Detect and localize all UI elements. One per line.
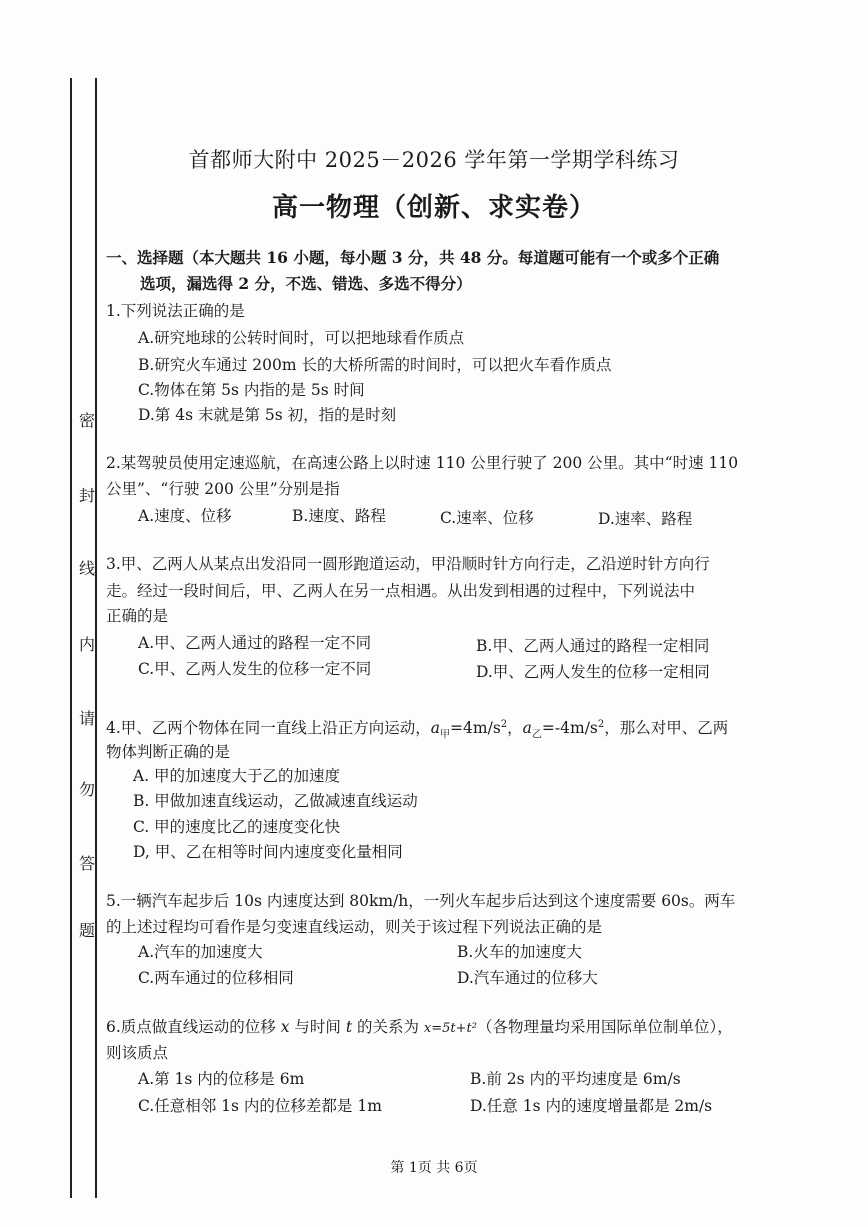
margin-char-qing: 请 xyxy=(78,709,95,728)
q6-t-symbol: t xyxy=(345,1018,353,1036)
q3-option-c: C.甲、乙两人发生的位移一定不同 xyxy=(138,660,372,678)
q4-stem-prefix: 4.甲、乙两个物体在同一直线上沿正方向运动， xyxy=(106,719,431,738)
q2-stem-line2: 公里”、“行驶 200 公里”分别是指 xyxy=(106,480,340,498)
q5-stem-line1: 5.一辆汽车起步后 10s 内速度达到 80km/h，一列火车起步后达到这个速度需要 60s。两车 xyxy=(106,892,736,910)
q6-option-c: C.任意相邻 1s 内的位移差都是 1m xyxy=(138,1097,382,1115)
q3-stem-line2: 走。经过一段时间后，甲、乙两人在另一点相遇。从出发到相遇的过程中，下列说法中 xyxy=(106,582,696,600)
margin-char-mi: 密 xyxy=(78,411,95,430)
q4-a-jia-square: 2 xyxy=(500,719,508,730)
q3-option-d: D.甲、乙两人发生的位移一定相同 xyxy=(476,663,710,681)
q3-option-b: B.甲、乙两人通过的路程一定相同 xyxy=(476,637,710,655)
q6-option-b: B.前 2s 内的平均速度是 6m/s xyxy=(470,1070,681,1088)
q5-option-c: C.两车通过的位移相同 xyxy=(138,969,294,987)
margin-char-xian: 线 xyxy=(78,559,95,578)
q2-stem-line1: 2.某驾驶员使用定速巡航，在高速公路上以时速 110 公里行驶了 200 公里。其中“时速 110 xyxy=(106,454,739,472)
school-title: 首都师大附中 2025－2026 学年第一学期学科练习 xyxy=(188,148,680,172)
q4-stem-line2: 物体判断正确的是 xyxy=(106,743,231,761)
q5-option-a: A.汽车的加速度大 xyxy=(138,943,263,961)
q5-stem-line2: 的上述过程均可看作是匀变速直线运动，则关于该过程下列说法正确的是 xyxy=(106,918,603,936)
q4-option-c: C. 甲的速度比乙的速度变化快 xyxy=(133,818,341,836)
margin-char-wu: 勿 xyxy=(78,780,95,799)
q4-a-jia-symbol: a xyxy=(430,719,441,738)
q1-stem: 1.下列说法正确的是 xyxy=(106,302,245,320)
q6-stem-mid2: 的关系为 xyxy=(352,1018,424,1036)
q1-option-d: D.第 4s 末就是第 5s 初，指的是时刻 xyxy=(138,406,397,424)
q6-stem-suffix: （各物理量均采用国际单位制单位）， xyxy=(476,1018,733,1036)
q5-option-d: D.汽车通过的位移大 xyxy=(457,969,598,987)
q6-formula: x=5t+t² xyxy=(423,1021,477,1036)
q1-option-c: C.物体在第 5s 内指的是 5s 时间 xyxy=(138,381,365,399)
q2-option-b: B.速度、路程 xyxy=(292,507,386,525)
q3-stem-line3: 正确的是 xyxy=(106,607,169,625)
section-heading-line2: 选项，漏选得 2 分，不选、错选、多选不得分） xyxy=(140,274,472,293)
q5-option-b: B.火车的加速度大 xyxy=(457,943,582,961)
q6-stem-mid: 与时间 xyxy=(289,1018,346,1036)
q2-option-d: D.速率、路程 xyxy=(598,510,693,528)
q3-stem-line1: 3.甲、乙两人从某点出发沿同一圆形跑道运动，甲沿顺时针方向行走，乙沿逆时针方向行 xyxy=(106,555,710,573)
margin-char-ti: 题 xyxy=(78,921,95,940)
q4-option-b: B. 甲做加速直线运动，乙做减速直线运动 xyxy=(133,792,418,810)
q6-option-d: D.任意 1s 内的速度增量都是 2m/s xyxy=(470,1097,713,1115)
q2-option-a: A.速度、位移 xyxy=(138,507,232,525)
margin-char-nei: 内 xyxy=(78,635,95,654)
q6-option-a: A.第 1s 内的位移是 6m xyxy=(138,1070,305,1088)
q4-option-a: A. 甲的加速度大于乙的加速度 xyxy=(133,767,341,785)
q1-option-a: A.研究地球的公转时间时，可以把地球看作质点 xyxy=(138,329,465,347)
margin-char-feng: 封 xyxy=(78,486,95,505)
q4-a-yi-symbol: a xyxy=(522,719,532,738)
q6-stem-line1 xyxy=(106,1017,733,1039)
q4-stem-line1 xyxy=(106,715,728,745)
q4-a-yi-square: 2 xyxy=(597,719,605,730)
q2-option-c: C.速率、位移 xyxy=(440,509,534,527)
margin-char-da: 答 xyxy=(78,854,95,873)
page-footer: 第 1页 共 6页 xyxy=(390,1160,478,1176)
q4-comma: ， xyxy=(507,719,523,738)
q4-a-yi-value: =-4m/s xyxy=(541,719,598,738)
q4-option-d: D, 甲、乙在相等时间内速度变化量相同 xyxy=(133,843,403,861)
q6-stem-line2: 则该质点 xyxy=(106,1044,169,1062)
q4-stem-suffix: ，那么对甲、乙两 xyxy=(604,719,729,738)
subject-title: 高一物理（创新、求实卷） xyxy=(271,193,596,223)
q4-a-jia-value: =4m/s xyxy=(450,719,501,738)
q1-option-b: B.研究火车通过 200m 长的大桥所需的时间时，可以把火车看作质点 xyxy=(138,356,612,374)
section-heading-line1: 一、选择题（本大题共 16 小题，每小题 3 分，共 48 分。每道题可能有一个或多个正确 xyxy=(106,248,720,267)
q6-stem-prefix: 6.质点做直线运动的位移 xyxy=(106,1018,281,1036)
q3-option-a: A.甲、乙两人通过的路程一定不同 xyxy=(138,634,372,652)
q4-a-yi-sub: 乙 xyxy=(531,729,542,741)
q6-x-symbol: x xyxy=(280,1018,290,1036)
binding-line-outer xyxy=(70,78,72,1198)
q4-a-jia-sub: 甲 xyxy=(440,729,451,741)
